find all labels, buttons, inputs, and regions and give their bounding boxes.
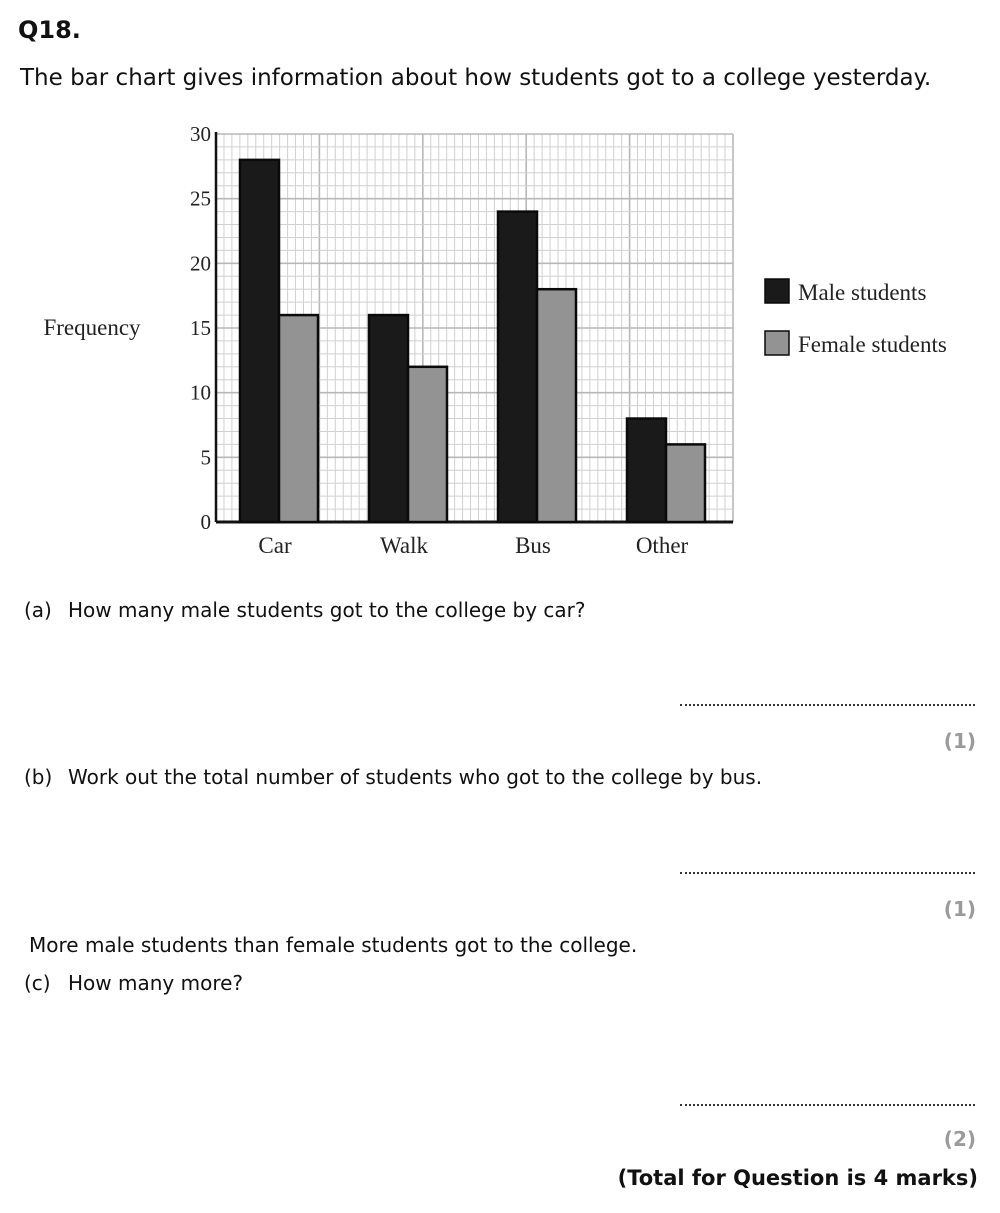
part-b [24, 765, 762, 789]
bar-bus-male [498, 212, 537, 522]
x-tick-label: Car [258, 533, 292, 558]
question-total: (Total for Question is 4 marks) [617, 1166, 978, 1190]
legend-swatch-female [765, 331, 789, 355]
marks-a: (1) [943, 729, 976, 753]
marks-c: (2) [943, 1127, 976, 1151]
y-tick-label: 0 [200, 510, 211, 534]
x-tick-label: Bus [515, 533, 551, 558]
bar-car-male [240, 160, 279, 522]
answer-line-c[interactable] [680, 1104, 975, 1106]
x-tick-label: Walk [380, 533, 428, 558]
bar-walk-female [408, 367, 447, 522]
part-b-text: Work out the total number of students who got to the college by bus. [68, 765, 763, 789]
part-c-preamble: More male students than female students got to the college. [29, 933, 638, 957]
part-a-label: (a) [24, 598, 52, 622]
y-axis-label: Frequency [43, 315, 141, 340]
bar-other-female [666, 444, 705, 522]
bar-bus-female [537, 289, 576, 522]
y-tick-label: 10 [190, 380, 211, 405]
bar-walk-male [369, 315, 408, 522]
question-intro: The bar chart gives information about how students got to a college yesterday. [20, 65, 932, 91]
question-number: Q18. [18, 16, 81, 44]
part-b-label: (b) [24, 765, 53, 789]
part-a-text: How many male students got to the college by car? [68, 598, 586, 622]
bar-other-male [627, 419, 666, 522]
legend-swatch-male [765, 279, 789, 303]
x-tick-label: Other [635, 533, 689, 558]
part-c [24, 971, 243, 995]
y-tick-label: 30 [190, 122, 211, 146]
legend-label-male: Male students [798, 280, 927, 305]
answer-line-b[interactable] [680, 872, 975, 874]
marks-b: (1) [943, 897, 976, 921]
part-c-text: How many more? [68, 971, 244, 995]
part-a [24, 598, 586, 622]
bar-car-female [279, 315, 318, 522]
y-tick-label: 20 [190, 251, 211, 276]
legend-label-female: Female students [798, 332, 947, 357]
bar-chart [0, 110, 1000, 580]
y-tick-label: 5 [200, 445, 211, 470]
y-tick-label: 25 [190, 186, 211, 211]
answer-line-a[interactable] [680, 704, 975, 706]
y-tick-label: 15 [190, 316, 211, 340]
part-c-label: (c) [24, 971, 51, 995]
